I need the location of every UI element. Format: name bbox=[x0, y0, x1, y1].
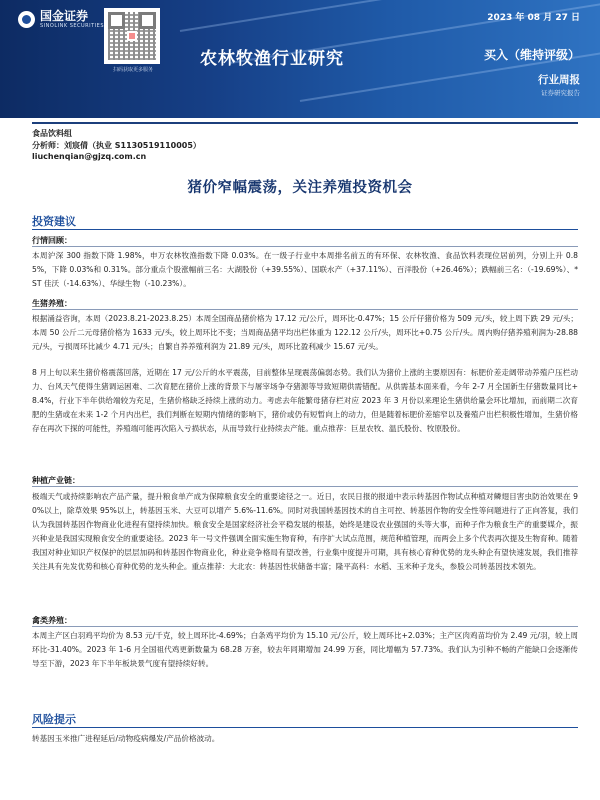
analyst-email: liuchenqian@gjzq.com.cn bbox=[32, 152, 147, 161]
subheading-divider bbox=[32, 626, 578, 627]
qr-caption: 扫码获取更多服务 bbox=[112, 67, 153, 73]
team-name: 食品饮料组 bbox=[32, 129, 72, 138]
report-type: 行业周报 bbox=[538, 74, 580, 86]
subheading-seed: 种植产业链： bbox=[32, 476, 80, 485]
section-heading-invest: 投资建议 bbox=[32, 215, 76, 228]
subheading-market-review: 行情回顾： bbox=[32, 236, 72, 245]
company-logo bbox=[18, 10, 104, 29]
section-divider bbox=[32, 727, 578, 728]
paragraph-risk: 转基因玉米推广进程延后/动物疫病爆发/产品价格波动。 bbox=[32, 734, 220, 743]
paragraph-market-review: 本周沪深 300 指数下降 1.98%，申万农林牧渔指数下降 0.03%。在一级子行业中本周排名前五的有环保、农林牧渔、食品饮料表现位居前列，分别上升 0.85%，下降 0.03%和 0.31%。部分重点个股涨幅前三名：大湖股份（+39.55%）、国联水产（+37.11%）、百洋股份（+26.46%）；跌幅前三名：（-19.69%）、*ST 佳沃（-14.63%）、华绿生物（-10.23%）。 bbox=[32, 251, 578, 289]
paragraph-poultry: 本周主产区白羽鸡平均价为 8.53 元/千克，较上周环比-4.69%；白条鸡平均价为 15.10 元/公斤，较上周环比+2.03%；主产区肉鸡苗均价为 2.49 元/羽，较上周环比-31.40%。2023 年 1-6 月全国祖代鸡更新数量为 68.28 万套，较去年同期增加 24.99 万套，同比增幅为 57.73%。我们认为引种不畅的产能缺口会逐渐传导至下游，2023 年下半年板块景气度有望持续好转。 bbox=[32, 631, 578, 669]
section-divider bbox=[32, 229, 578, 230]
qr-code-icon bbox=[104, 8, 160, 64]
logo-mark-icon bbox=[18, 11, 35, 28]
subheading-divider bbox=[32, 309, 578, 310]
report-subtype: 证券研究报告 bbox=[541, 89, 580, 97]
paragraph-seed: 极端天气或持续影响农产品产量，提升粮食单产成为保障粮食安全的重要途径之一。近日，农民日报的报道中表示转基因作物试点种植对鳞翅目害虫防治效果在 90%以上，除草效果 95%以上，转基因玉米、大豆可以增产 5.6%-11.6%。同时对我国转基因技术的自主可控、转基因作物的安全性等问题进行了正向答复，我们认为我国转基因作物商业化进程有望持续加快。粮食安全是国家经济社会平稳发展的根基，始终是建设农业强国的头等大事，而种子作为粮食生产的重要媒介，振兴种业是我国实现粮食安全的重要途径。2023 年一号文件强调全面实施生物育种，有序扩大试点范围，规范种植管理，而两会上多个代表再次提及生物育种。随着我国对种业知识产权保护的层层加码和转基因作物商业化，种业竞争格局有望改善，行业集中度提升可期，具有核心育种优势的龙头种企有望快速发展，我们推荐关注具有先发优势和核心育种优势的龙头种企。重点推荐：大北农：转基因性状储备丰富；隆平高科：水稻、玉米种子龙头，参股公司转基因技术领先。 bbox=[32, 492, 578, 572]
report-title: 农林牧渔行业研究 bbox=[200, 49, 344, 69]
subheading-poultry: 禽类养殖： bbox=[32, 616, 72, 625]
analyst-name: 分析师：刘宸倩（执业 S1130519110005） bbox=[32, 140, 201, 150]
section-heading-risk: 风险提示 bbox=[32, 713, 76, 726]
logo-name-cn: 国金证券 bbox=[40, 9, 89, 23]
page-title: 猪价窄幅震荡，关注养殖投资机会 bbox=[187, 180, 413, 196]
report-header-banner bbox=[0, 0, 600, 118]
paragraph-hog-outlook: 8 月上旬以来生猪价格震荡回落，近期在 17 元/公斤的水平震荡，目前整体呈现震荡偏弱态势。我们认为猪价上涨的主要原因有：标肥价差走阔带动养殖户压栏动力、台风天气使得生猪调运困难、二次育肥在猪价上涨的背景下与屠宰场争夺猪源等导致短期供需错配。从供需基本面来看，今年 2-7 月全国新生仔猪数量同比+8.4%，行业下半年供给端较为充足，生猪价格缺乏持续上涨的动力。考虑去年能繁母猪存栏对应 2023 年 3 月份以来理论生猪供给量会环比增加，而前期二次育肥的生猪或在未来 1-2 个月内出栏，我们判断在短期内情绪的影响下，猪价或仍有短暂向上的动力，但是随着标肥价差缩窄以及養殖户出栏积极性增加，生猪价格存在再次下探的可能性，养殖端可能再次陷入亏损状态，从而导致行业持续去产能。重点推荐：巨星农牧、温氏股份、牧原股份。 bbox=[32, 368, 578, 434]
subheading-hog: 生猪养殖： bbox=[32, 299, 72, 308]
logo-name-en: SINOLINK SECURITIES bbox=[40, 23, 104, 29]
analyst-info bbox=[32, 128, 201, 163]
subheading-divider bbox=[32, 486, 578, 487]
paragraph-hog-prices: 根据涌益咨询，本周（2023.8.21-2023.8.25）本周全国商品猪价格为 17.12 元/公斤，周环比-0.47%；15 公斤仔猪价格为 509 元/头，较上周下跌 29 元/头；本周 50 公斤二元母猪价格为 1633 元/头，较上周环比不变；当周商品猪平均出栏体重为 122.12 公斤/头，周环比+0.75 公斤/头。周内购仔猪养殖利润为-28.88 元/头，亏损周环比减少 4.71 元/头；自繁自养养殖利润为 21.89 元/头，周环比盈利减少 15.67 元/头。 bbox=[32, 314, 578, 352]
header-divider bbox=[32, 122, 578, 124]
report-date: 2023 年 08 月 27 日 bbox=[487, 13, 580, 23]
rating-badge: 买入（维持评级） bbox=[483, 48, 580, 62]
subheading-divider bbox=[32, 246, 578, 247]
